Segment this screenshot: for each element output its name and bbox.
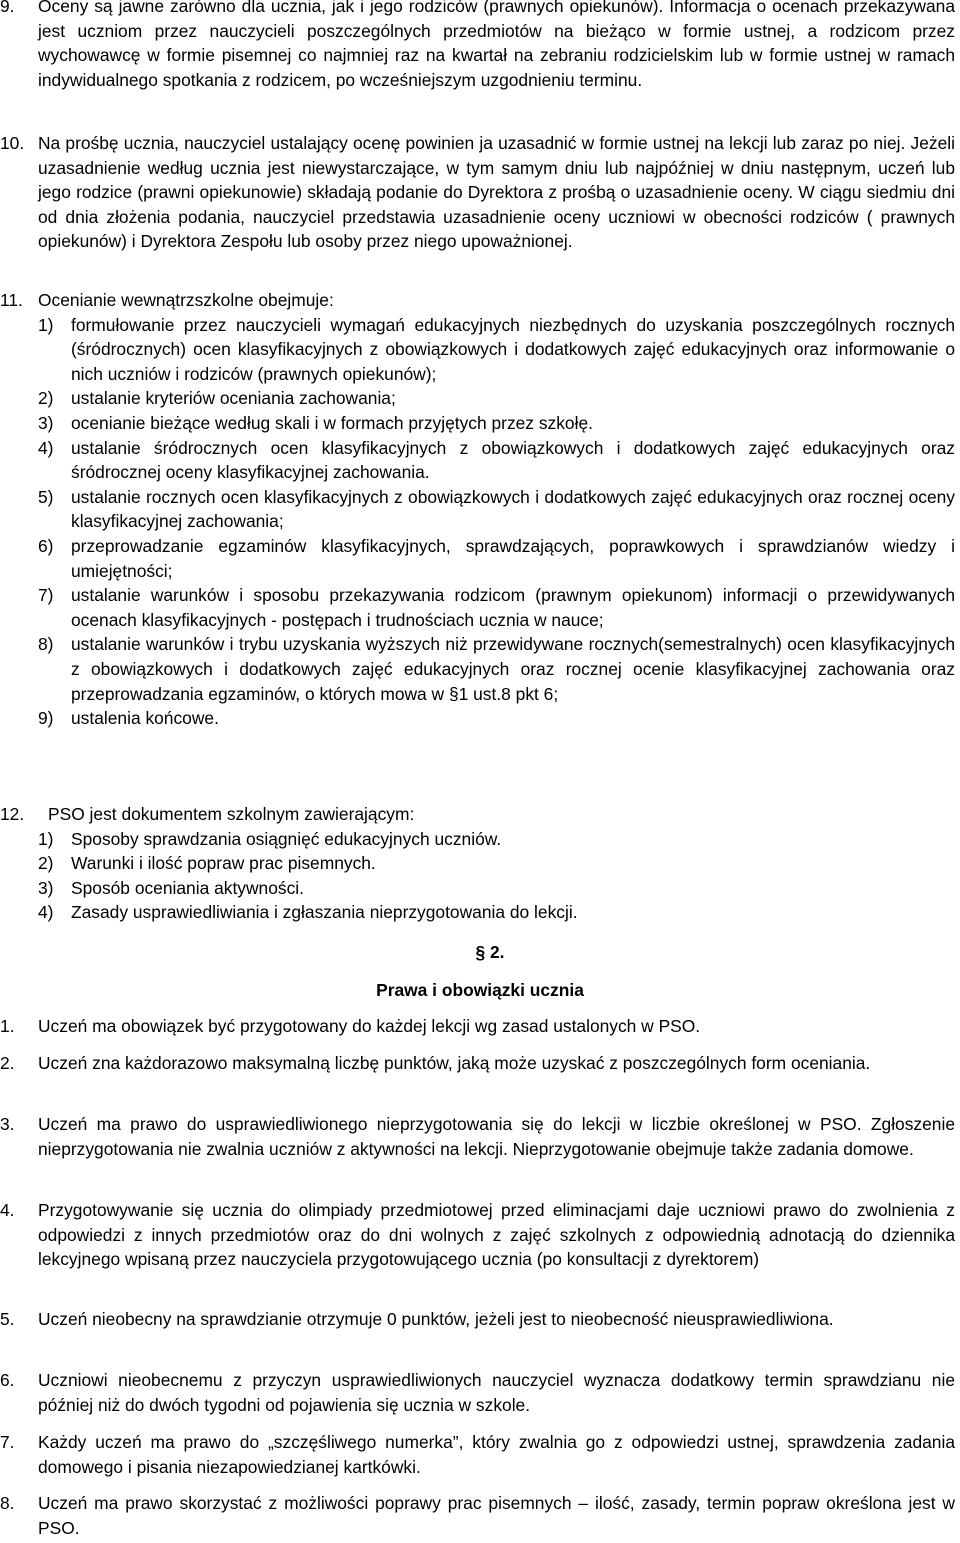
sub-item-number: 6) (38, 535, 54, 556)
item-text: Przygotowywanie się ucznia do olimpiady przedmiotowej przed eliminacjami daje uczniowi prawo do zwolnienia z odpowiedzi z innych przedmiotów oraz do dni wolnych z zajęć szkolnych z odpowiednią adnotacją do dziennika lekcyjnego wpisaną przez nauczyciela przygotowującego ucznia (po konsultacji z dyrektorem) (38, 1200, 955, 1270)
item-text: Uczeń nieobecny na sprawdzianie otrzymuje 0 punktów, jeżeli jest to nieobecność nieusprawiedliwiona. (38, 1309, 834, 1329)
sub-item-text: Sposób oceniania aktywności. (71, 877, 304, 898)
sub-item-number: 3) (38, 877, 54, 898)
sub-item-text: Sposoby sprawdzania osiągnięć edukacyjnych uczniów. (71, 828, 502, 849)
item-text: Uczeń ma obowiązek być przygotowany do każdej lekcji wg zasad ustalonych w PSO. (38, 1016, 701, 1036)
sub-item-text: ustalanie śródrocznych ocen klasyfikacyjnych z obowiązkowych i dodatkowych zajęć edukacyjnych oraz śródrocznej oceny klasyfikacyjnej zachowania. (71, 437, 955, 483)
list-item (0, 1112, 955, 1161)
sub-item-number: 1) (38, 314, 54, 335)
sub-item (38, 411, 955, 436)
item-number: 4. (0, 1200, 15, 1220)
sub-item-text: ustalanie warunków i trybu uzyskania wyższych niż przewidywane rocznych(semestralnych) ocen klasyfikacyjnych z obowiązkowych i dodatkowych zajęć edukacyjnych oraz rocznej ocenie klasyfikacyjnej zachowania oraz przeprowadzania egzaminów, o których mowa w §1 ust.8 pkt 6; (71, 634, 955, 704)
sub-item-text: Warunki i ilość popraw prac pisemnych. (71, 853, 376, 874)
item-text: Uczeń ma prawo skorzystać z możliwości poprawy prac pisemnych – ilość, zasady, termin popraw określona jest w PSO. (38, 1493, 955, 1538)
list-item (0, 0, 955, 92)
list-item (0, 1198, 955, 1272)
item-number: 6. (0, 1370, 15, 1390)
item-number: 10. (0, 133, 25, 153)
sub-item-text: formułowanie przez nauczycieli wymagań edukacyjnych niezbędnych do uzyskania poszczególnych rocznych (śródrocznych) ocen klasyfikacyjnych z obowiązkowych i dodatkowych zajęć edukacyjnych oraz informowanie o nich uczniów i rodziców (prawnych opiekunów); (71, 314, 955, 384)
item-text: Każdy uczeń ma prawo do „szczęśliwego numerka”, który zwalnia go z odpowiedzi ustnej, sprawdzenia zadania domowego i pisania niezapowiedzianej kartkówki. (38, 1432, 955, 1477)
list-item (0, 1051, 955, 1076)
item-number: 12. (0, 804, 25, 824)
sub-item-number: 3) (38, 412, 54, 433)
list-item (0, 1430, 955, 1479)
sub-item-number: 9) (38, 708, 54, 729)
section-number: § 2. (475, 942, 505, 962)
sub-item-number: 4) (38, 437, 54, 458)
list-item (0, 288, 955, 731)
sub-item-number: 2) (38, 853, 54, 874)
sub-item-text: ocenianie bieżące według skali i w formach przyjętych przez szkołę. (71, 412, 593, 433)
item-number: 8. (0, 1493, 15, 1513)
sub-item (38, 706, 955, 731)
list-item (0, 1368, 955, 1417)
sub-item (38, 900, 955, 925)
sub-item-text: przeprowadzanie egzaminów klasyfikacyjnych, sprawdzających, poprawkowych i sprawdzianów wiedzy i umiejętności; (71, 535, 955, 581)
item-number: 11. (0, 290, 23, 310)
sub-item (38, 827, 955, 852)
sub-item-number: 2) (38, 388, 54, 409)
section-title: Prawa i obowiązki ucznia (376, 980, 584, 1000)
sub-item-text: ustalanie rocznych ocen klasyfikacyjnych z obowiązkowych i dodatkowych zajęć edukacyjnych oraz rocznej oceny klasyfikacyjnej zachowania; (71, 486, 955, 532)
sub-item-number: 7) (38, 585, 54, 606)
list-item (0, 1307, 955, 1332)
item-text: Uczniowi nieobecnemu z przyczyn usprawiedliwionych nauczyciel wyznacza dodatkowy termin sprawdzianu nie później niż do dwóch tygodni od pojawienia się ucznia w szkole. (38, 1370, 955, 1415)
sub-item-text: ustalenia końcowe. (71, 708, 219, 729)
sub-item (38, 485, 955, 534)
sub-item (38, 851, 955, 876)
list-item (0, 1491, 955, 1540)
list-item (0, 802, 955, 925)
sub-item-number: 1) (38, 828, 54, 849)
sub-item (38, 583, 955, 632)
item-text: Uczeń ma prawo do usprawiedliwionego nieprzygotowania się do lekcji w liczbie określonej w PSO. Zgłoszenie nieprzygotowania nie zwalnia uczniów z aktywności na lekcji. Nieprzygotowanie obejmuje także zadania domowe. (38, 1114, 955, 1159)
item-number: 7. (0, 1432, 15, 1452)
item-text: Oceny są jawne zarówno dla ucznia, jak i jego rodziców (prawnych opiekunów). Informacja o ocenach przekazywana jest uczniom przez nauczycieli poszczególnych przedmiotów na bieżąco w formie ustnej, a rodzicom przez wychowawcę w formie pisemnej co najmniej raz na kwartał na zebraniu rodzicielskim lub w formie ustnej w ramach indywidualnego spotkania z rodzicem, po wcześniejszym uzgodnieniu terminu. (38, 0, 955, 90)
item-number: 1. (0, 1016, 15, 1036)
sub-item (38, 436, 955, 485)
sub-item (38, 876, 955, 901)
sub-item (38, 632, 955, 706)
item-text: Na prośbę ucznia, nauczyciel ustalający ocenę powinien ja uzasadnić w formie ustnej na lekcji lub zaraz po niej. Jeżeli uzasadnienie według ucznia jest niewystarczające, w tym samym dniu lub najpóźniej w dniu następnym, uczeń lub jego rodzice (prawni opiekunowie) składają podanie do Dyrektora z prośbą o uzasadnienie oceny. W ciągu siedmiu dni od dnia złożenia podania, nauczyciel przedstawia uzasadnienie oceny uczniowi w obecności rodziców ( prawnych opiekunów) i Dyrektora Zespołu lub osoby przez niego upoważnionej. (38, 133, 955, 252)
item-text: Uczeń zna każdorazowo maksymalną liczbę punktów, jaką może uzyskać z poszczególnych form oceniania. (38, 1053, 871, 1073)
item-number: 2. (0, 1053, 15, 1073)
sub-item (38, 534, 955, 583)
sub-item-number: 5) (38, 486, 54, 507)
list-item (0, 131, 955, 254)
item-number: 5. (0, 1309, 15, 1329)
sub-item-text: ustalanie kryteriów oceniania zachowania; (71, 388, 396, 409)
sub-item-number: 4) (38, 902, 54, 923)
sub-item (38, 386, 955, 411)
item-text: Ocenianie wewnątrzszkolne obejmuje: (38, 290, 334, 310)
sub-item-text: ustalanie warunków i sposobu przekazywania rodzicom (prawnym opiekunom) informacji o przewidywanych ocenach klasyfikacyjnych - postępach i trudnościach ucznia w nauce; (71, 585, 955, 630)
item-number: 3. (0, 1114, 15, 1134)
sub-item-number: 8) (38, 634, 54, 655)
sub-item (38, 313, 955, 387)
item-number: 9. (0, 0, 15, 16)
item-text: PSO jest dokumentem szkolnym zawierającym: (48, 804, 415, 824)
sub-item-text: Zasady usprawiedliwiania i zgłaszania nieprzygotowania do lekcji. (71, 902, 578, 923)
list-item (0, 1014, 955, 1039)
